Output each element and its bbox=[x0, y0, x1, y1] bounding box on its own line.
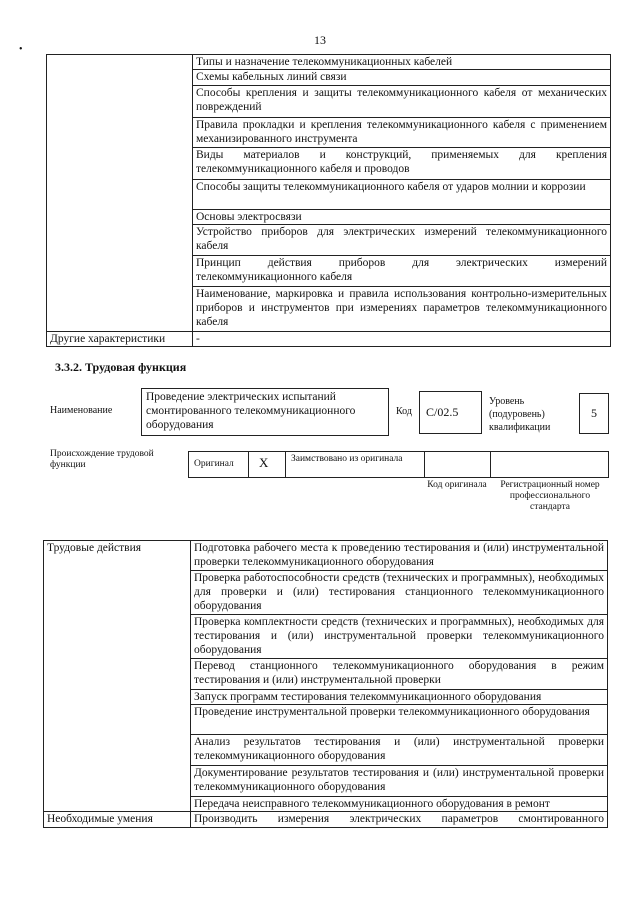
page-number: 13 bbox=[314, 33, 326, 47]
labor-action-row: Подготовка рабочего места к проведению тестирования и (или) инструментальной проверки телекоммуникационного оборудования bbox=[191, 541, 608, 571]
knowledge-row: Наименование, маркировка и правила использования контрольно-измерительных приборов и инструментов при измерениях параметров телекоммуникационного кабеля bbox=[193, 287, 611, 332]
knowledge-row: Основы электросвязи bbox=[193, 210, 611, 225]
labor-action-row: Запуск программ тестирования телекоммуникационного оборудования bbox=[191, 690, 608, 705]
margin-mark: • bbox=[19, 44, 23, 55]
labor-action-row: Документирование результатов тестирования и (или) инструментальной проверки телекоммуникационного оборудования bbox=[191, 766, 608, 797]
origin-label: Происхождение трудовой функции bbox=[50, 449, 154, 470]
original-mark: X bbox=[259, 455, 269, 470]
other-characteristics-value: - bbox=[193, 332, 611, 347]
name-label: Наименование bbox=[50, 405, 113, 416]
knowledge-row: Способы крепления и защиты телекоммуникационного кабеля от механических повреждений bbox=[193, 86, 611, 118]
other-characteristics-label: Другие характеристики bbox=[47, 332, 193, 347]
labor-action-row: Передача неисправного телекоммуникационного оборудования в ремонт bbox=[191, 797, 608, 812]
labor-actions-table bbox=[43, 540, 608, 828]
divider bbox=[424, 452, 425, 477]
labor-action-row: Проверка комплектности средств (технических и программных), необходимых для тестирования и (или) инструментальной проверки телекоммуникационного оборудования bbox=[191, 615, 608, 659]
code-value: С/02.5 bbox=[426, 405, 459, 419]
knowledge-row: Схемы кабельных линий связи bbox=[193, 70, 611, 86]
code-original-caption: Код оригинала bbox=[427, 480, 487, 490]
level-box bbox=[579, 393, 609, 434]
labor-action-row: Проверка работоспособности средств (технических и программных), необходимых для проверки и (или) тестирования станционного телекоммуникационного оборудования bbox=[191, 571, 608, 615]
divider bbox=[285, 452, 286, 477]
labor-action-row: Перевод станционного телекоммуникационного оборудования в режим тестирования и (или) инструментальной проверки bbox=[191, 659, 608, 690]
divider bbox=[490, 452, 491, 477]
labor-actions-label: Трудовые действия bbox=[44, 541, 191, 812]
knowledge-row: Способы защиты телекоммуникационного кабеля от ударов молнии и коррозии bbox=[193, 180, 611, 210]
knowledge-table bbox=[46, 54, 611, 347]
function-name-box bbox=[141, 388, 389, 436]
borrowed-label: Заимствовано из оригинала bbox=[291, 454, 403, 464]
knowledge-label-cell bbox=[47, 55, 193, 332]
level-value: 5 bbox=[591, 406, 597, 420]
divider bbox=[248, 452, 249, 477]
skills-row: Производить измерения электрических параметров смонтированного bbox=[191, 812, 608, 828]
code-box bbox=[419, 391, 482, 434]
function-name: Проведение электрических испытаний смонтированного телекоммуникационного оборудования bbox=[146, 391, 356, 431]
knowledge-row: Принцип действия приборов для электрических измерений телекоммуникационного кабеля bbox=[193, 256, 611, 287]
level-label: Уровень (подуровень) квалификации bbox=[489, 396, 551, 433]
knowledge-row: Виды материалов и конструкций, применяемых для крепления телекоммуникационного кабеля и проводов bbox=[193, 148, 611, 180]
code-label: Код bbox=[396, 406, 412, 417]
skills-label: Необходимые умения bbox=[44, 812, 191, 828]
section-title: 3.3.2. Трудовая функция bbox=[55, 360, 187, 374]
original-label: Оригинал bbox=[194, 459, 234, 469]
knowledge-row: Типы и назначение телекоммуникационных кабелей bbox=[193, 55, 611, 70]
knowledge-row: Устройство приборов для электрических измерений телекоммуникационного кабеля bbox=[193, 225, 611, 256]
labor-action-row: Проведение инструментальной проверки телекоммуникационного оборудования bbox=[191, 705, 608, 735]
knowledge-row: Правила прокладки и крепления телекоммуникационного кабеля с применением механизированного инструмента bbox=[193, 118, 611, 148]
labor-action-row: Анализ результатов тестирования и (или) инструментальной проверки телекоммуникационного оборудования bbox=[191, 735, 608, 766]
reg-number-caption: Регистрационный номер профессионального стандарта bbox=[500, 480, 600, 512]
